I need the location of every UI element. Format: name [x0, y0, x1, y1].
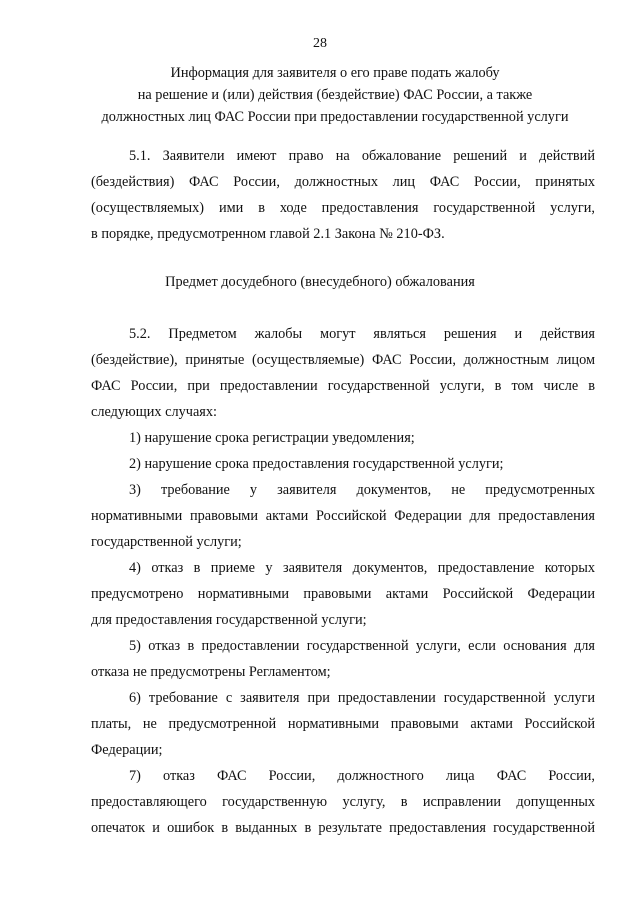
- list-item-1: 1) нарушение срока регистрации уведомления;: [129, 430, 415, 446]
- list-item-4: 4) отказ в приеме у заявителя документов, предоставление которых: [129, 560, 595, 576]
- list-item-6: 6) требование с заявителя при предоставлении государственной услуги: [129, 690, 595, 706]
- subheading: Предмет досудебного (внесудебного) обжалования: [165, 274, 475, 290]
- section-heading: [60, 62, 610, 128]
- text-line: (бездействия) ФАС России, должностных лиц ФАС России, принятых: [91, 174, 595, 190]
- heading-line: на решение и (или) действия (бездействие) ФАС России, а также: [137, 87, 533, 103]
- text-line: Федерации;: [91, 742, 163, 758]
- text-line: (бездействие), принятые (осуществляемые) ФАС России, должностным лицом: [91, 352, 595, 368]
- text-line: отказа не предусмотрены Регламентом;: [91, 664, 331, 680]
- text-line: следующих случаях:: [91, 404, 217, 420]
- text-line: предоставляющего государственную услугу, в исправлении допущенных: [91, 794, 595, 810]
- text-line: в порядке, предусмотренном главой 2.1 Закона № 210-ФЗ.: [91, 226, 445, 242]
- page-number: 28: [313, 36, 327, 51]
- paragraph-5-2: [91, 321, 595, 841]
- text-line: 5.2. Предметом жалобы могут являться решения и действия: [129, 326, 595, 342]
- text-line: 5.1. Заявители имеют право на обжалование решений и действий: [129, 148, 595, 164]
- text-line: государственной услуги;: [91, 534, 242, 550]
- text-line: ФАС России, при предоставлении государственной услуги, в том числе в: [91, 378, 595, 394]
- list-item-2: 2) нарушение срока предоставления государственной услуги;: [129, 456, 504, 472]
- text-line: предусмотрено нормативными правовыми актами Российской Федерации: [91, 586, 595, 602]
- text-line: платы, не предусмотренной нормативными правовыми актами Российской: [91, 716, 595, 732]
- paragraph-5-1: [91, 143, 595, 247]
- text-line: (осуществляемых) ими в ходе предоставления государственной услуги,: [91, 200, 595, 216]
- list-item-7: 7) отказ ФАС России, должностного лица ФАС России,: [129, 768, 595, 784]
- list-item-3: 3) требование у заявителя документов, не предусмотренных: [129, 482, 595, 498]
- text-line: нормативными правовыми актами Российской Федерации для предоставления: [91, 508, 595, 524]
- heading-line: должностных лиц ФАС России при предоставлении государственной услуги: [101, 109, 569, 125]
- text-line: для предоставления государственной услуги;: [91, 612, 367, 628]
- list-item-5: 5) отказ в предоставлении государственной услуги, если основания для: [129, 638, 595, 654]
- heading-line: Информация для заявителя о его праве подать жалобу: [170, 65, 500, 81]
- text-line: опечаток и ошибок в выданных в результате предоставления государственной: [91, 820, 595, 836]
